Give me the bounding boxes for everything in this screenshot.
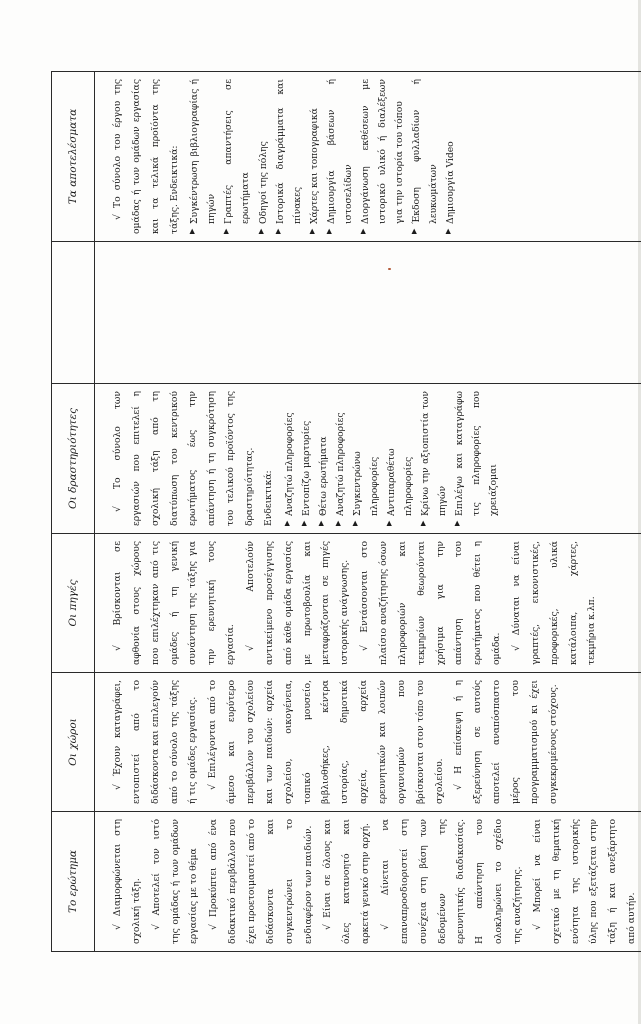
content-row: [94, 72, 641, 952]
question-text: √ Μπορεί να είναι σχετικό με τη θεματική ενότητα της ιστορικής ύλης που εξετάζεται στην τάξη ή και ανεξάρτητο από αυτήν.: [531, 819, 637, 944]
project-table: [51, 71, 641, 952]
result-item: [356, 79, 407, 234]
activity-item: [450, 391, 501, 526]
bullet-icon: ▶: [443, 228, 452, 234]
header-places: Οι χώροι: [51, 673, 94, 812]
header-row: [51, 72, 94, 952]
activity-item: [348, 391, 382, 526]
bullet-icon: ▶: [299, 520, 308, 526]
rotated-table-wrapper: [51, 72, 637, 952]
sources-text: √ Εντάσσονται στο πλαίσιο αναζήτησης όσων πληροφοριών και τεκμηρίων θεωρούνται χρήσιμα για την απάντηση του ερωτήματος που θέτει η ομάδα.: [358, 541, 502, 665]
bullet-icon: ▶: [333, 520, 342, 526]
result-item: [441, 79, 458, 234]
bullet-icon: ▶: [316, 520, 325, 526]
header-activities: Οι δραστηριότητες: [51, 384, 94, 534]
question-text: √ Δίνεται να επαναπροσδιοριστεί στη συνέχεια στη βάση των δεδομένων της ερευνητικής διαδικασίας. Η απάντηση του ολοκληρώνει το σχέδιο της αναζήτησης.: [379, 819, 523, 944]
bullet-icon: ▶: [350, 520, 359, 526]
question-text: √ Αποτελεί τον ιστό της ομάδας ή των ομάδων εργασίας με το θέμα: [150, 819, 199, 944]
result-item: [254, 79, 271, 234]
result-item: [220, 79, 254, 234]
result-item: [305, 79, 322, 234]
activity-item: [280, 391, 297, 526]
bullet-icon: ▶: [273, 228, 282, 234]
bullet-icon: ▶: [307, 228, 316, 234]
activity-label: Θέτω ερωτήματα: [317, 436, 329, 516]
activity-label: Αναζητώ πληροφορίες: [334, 412, 346, 516]
result-item: [322, 79, 356, 234]
bullet-icon: ▶: [384, 520, 393, 526]
activity-label: Κρίνω την αξιοπιστία των πηγών: [419, 391, 448, 516]
result-label: Δημιουργία Video: [444, 141, 456, 224]
results-list: [186, 79, 458, 234]
result-label: Διοργάνωση εκθέσεων με ιστορικό υλικό ή διαλέξεων για την ιστορία του τόπου: [359, 79, 405, 224]
places-text: √ Η επίσκεψη ή η εξερεύνηση σε αυτούς αποτελεί αναπόσπαστο μέρος του προγραμματισμού κι έχει συγκεκριμένους στόχους.: [452, 680, 559, 804]
bullet-icon: ▶: [282, 520, 291, 526]
question-text: √ Διαμορφώνεται στη σχολική τάξη.: [111, 819, 142, 944]
activity-item: [416, 391, 450, 526]
sources-text: √ Βρίσκονται σε αφθονία στους χώρους που επιλέχτηκαν από τις ομάδες ή τη γενική συνάντηση της τάξης για την ερευνητική τους εργασία.: [111, 541, 236, 665]
activity-label: Αντιπαραθέτω πληροφορίες: [385, 448, 414, 516]
result-label: Συγκέντρωση βιβλιογραφίας ή πηγών: [188, 79, 217, 224]
activity-label: Εντοπίζω μαρτυρίες: [300, 420, 312, 516]
bullet-icon: ▶: [221, 228, 230, 234]
result-item: [186, 79, 220, 234]
results-text: √ Το σύνολο του έργου της ομάδας ή των ομάδων εργασίας και τα τελικά προϊόντα της τάξης. Ενδεικτικά:: [111, 79, 180, 234]
result-label: Ιστορικά διαγράμματα και πίνακες: [274, 79, 303, 224]
cell-activities: [94, 384, 641, 534]
places-text: √ Επιλέγονται από το άμεσο και ευρύτερο περιβάλλον του σχολείου και των παιδιών: αρχεία σχολείου, οικογένεια, τοπικό μουσείο, βιβλιοθήκες, κέντρα ιστορίας, δημοτικά αρχεία, αρχεία ερευνητικών και λοιπών οργανισμών που βρίσκονται στον τόπο του σχολείου.: [206, 680, 445, 804]
activity-item: [314, 391, 331, 526]
cell-sources: [94, 534, 641, 673]
result-label: Έκδοση φυλλαδίων ή λευκωμάτων: [410, 79, 439, 224]
bullet-icon: ▶: [452, 520, 461, 526]
question-text: √ Προκύπτει από ένα διδακτικό περιβάλλον που έχει προετοιμαστεί από το διδάσκοντα και συγκεντρώνει το ενδιαφέρον των παιδιών.: [207, 819, 314, 944]
activity-label: Συγκεντρώνω πληροφορίες: [351, 451, 380, 516]
result-item: [407, 79, 441, 234]
result-label: Οδηγοί της πόλης: [257, 141, 268, 224]
header-sources: Οι πηγές: [51, 534, 94, 673]
bullet-icon: ▶: [187, 228, 196, 234]
activities-text: √ Το σύνολο των εργασιών που επιτελεί η σχολική τάξη από τη διατύπωση του κεντρικού ερωτήματος έως την απάντηση ή τη συγκρότηση του τελικού προϊόντος της δραστηριότητας. Ενδεικτικά:: [111, 391, 274, 526]
sources-text: √ Αποτελούν αντικείμενο προσέγγισης από κάθε ομάδα εργασίας με πρωτοβουλία και μεταφράζονται σε πηγές ιστορικής ανάγνωσης.: [244, 541, 350, 665]
bullet-icon: ▶: [358, 228, 367, 234]
result-label: Γραπτές απαντήσεις σε ερωτήματα: [222, 79, 251, 224]
cell-question: [94, 812, 641, 952]
bullet-icon: ▶: [418, 520, 427, 526]
places-text: √ Έχουν καταγράφει, εντοπιστεί από το διδάσκοντα και επιλεγούν από το σύνολο της τάξης ή τις ομάδες εργασίας.: [111, 680, 198, 804]
activity-item: [297, 391, 314, 526]
cell-results: [94, 72, 641, 242]
header-question: Το ερώτημα: [51, 812, 94, 952]
result-item: [271, 79, 305, 234]
sources-text: √ Δύναται να είναι γραπτές, εικονιστικές, προφορικές, υλικά κατάλοιπα, χάρτες, τεκμήρια κ.λπ.: [510, 541, 597, 665]
bullet-icon: ▶: [256, 228, 264, 234]
cell-places: [94, 673, 641, 812]
bullet-icon: ▶: [409, 228, 418, 234]
header-results: Τα αποτελέσματα: [51, 72, 94, 242]
cell-empty: [94, 242, 641, 384]
activity-label: Επιλέγω και καταγράφω τις πληροφορίες που χρειάζομαι: [453, 391, 499, 516]
activity-item: [331, 391, 348, 526]
result-label: Δημιουργία βάσεων ή ιστοσελίδων: [325, 79, 354, 224]
result-label: Χάρτες και τοπογραφικά: [308, 108, 320, 224]
activity-label: Αναζητώ πληροφορίες: [283, 412, 295, 516]
question-text: √ Είναι σε όλους και όλες κατανοητό και αρκετά γενικό στην αρχή.: [321, 819, 371, 944]
activity-item: [382, 391, 416, 526]
bullet-icon: ▶: [324, 228, 333, 234]
activities-list: [280, 391, 501, 526]
header-empty: [51, 242, 94, 384]
